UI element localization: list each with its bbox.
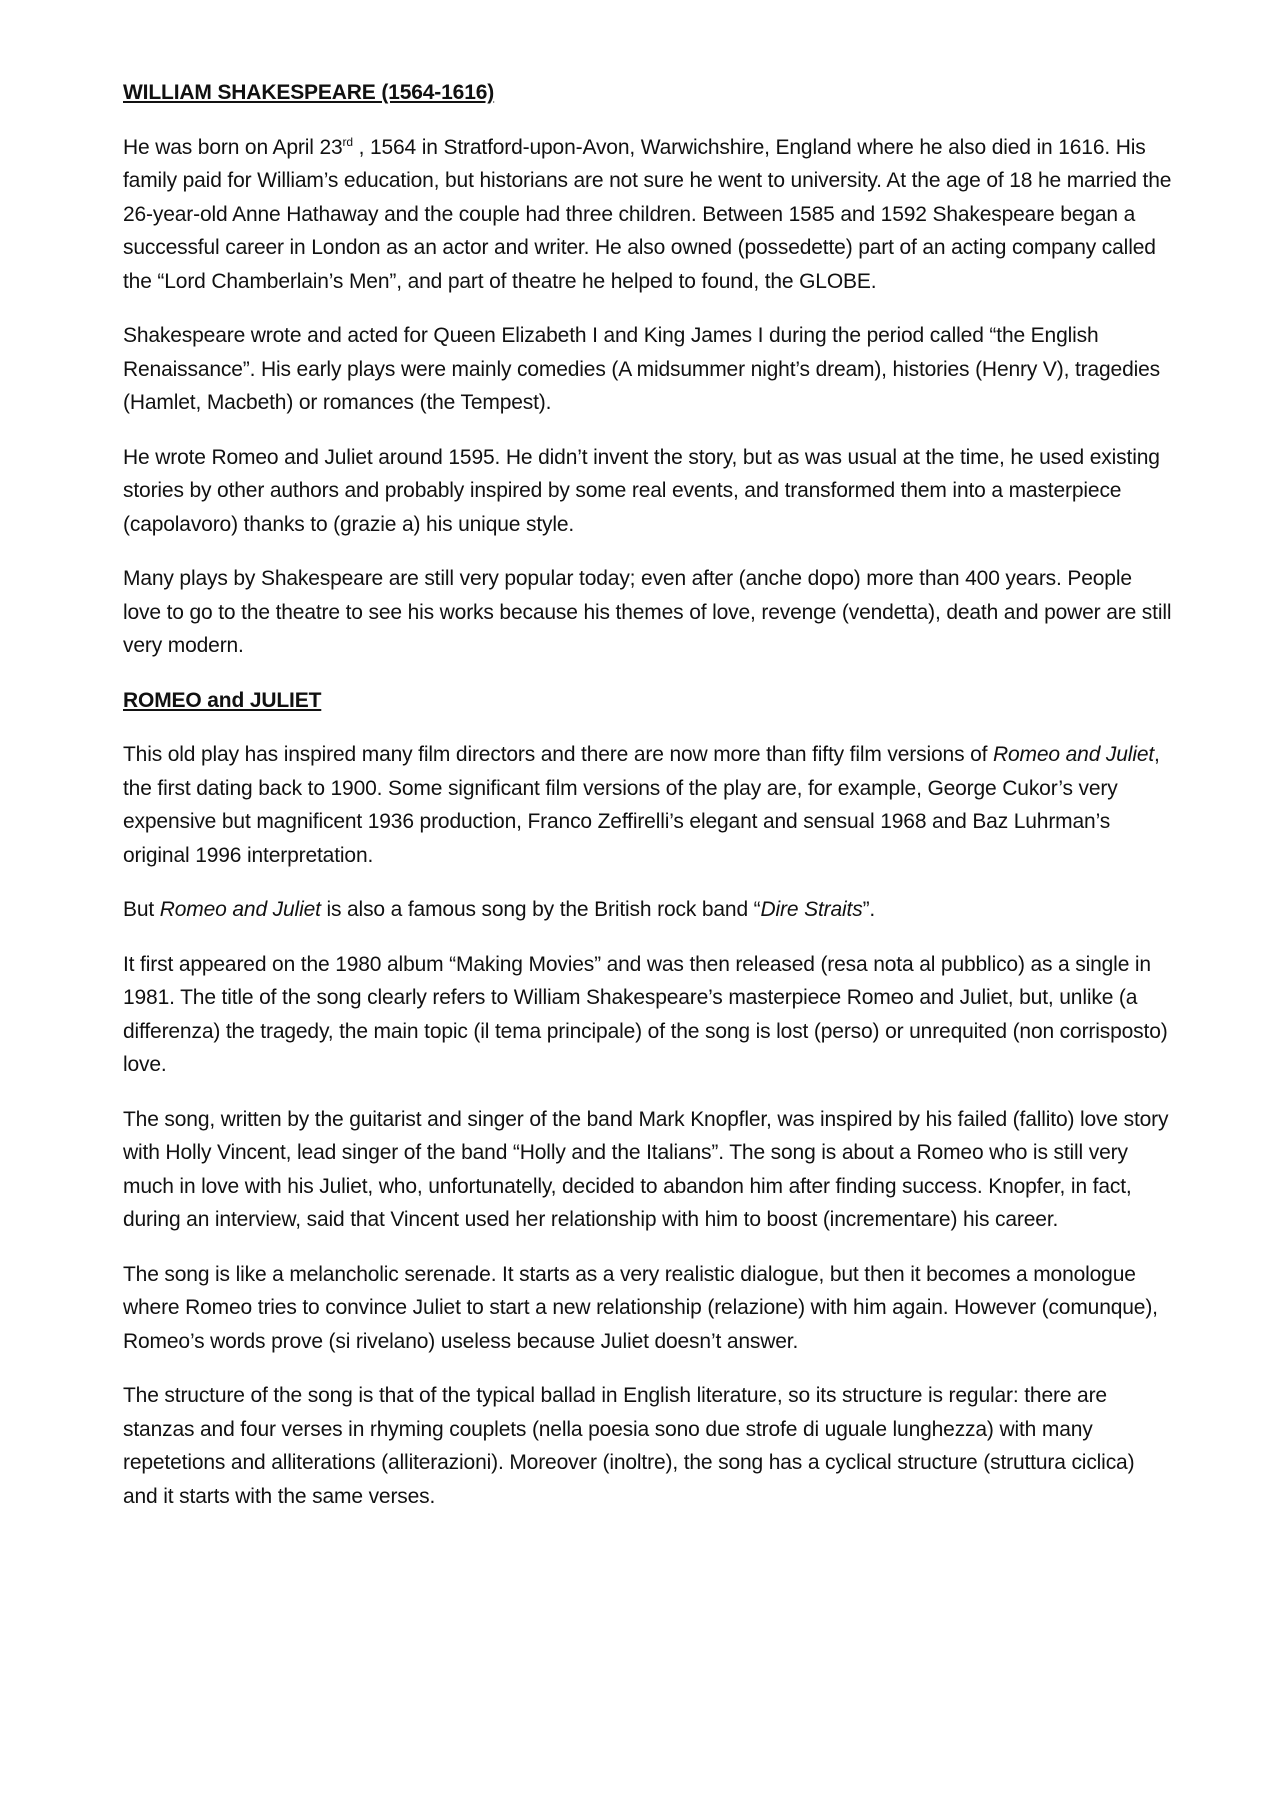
heading-shakespeare: WILLIAM SHAKESPEARE (1564-1616) [123,81,495,104]
paragraph-song-serenade: The song is like a melancholic serenade. It starts as a very realistic dialogue, but then it becomes a monologue where Romeo tries to convince Juliet to start a new relationship (relazione) with him again. However (comunque), Romeo’s words prove (si rivelano) useless because Juliet doesn’t answer. [123,1262,1158,1353]
paragraph-text: , 1564 in Stratford-upon-Avon, Warwichshire, England where he also died in 1616. His family paid for William’s education, but historians are not sure he went to university. At the age of 18 he married the 26-year-old Anne Hathaway and the couple had three children. Between 1585 and 1592 Shakespeare began a successful career in London as an actor and writer. He also owned (possedette) part of an acting company called the “Lord Chamberlain’s Men”, and part of theatre he helped to found, the GLOBE. [123,135,1172,293]
paragraph-text: He was born on April 23 [123,135,343,159]
paragraph-song-release: It first appeared on the 1980 album “Making Movies” and was then released (resa nota al pubblico) as a single in 1981. The title of the song clearly refers to William Shakespeare’s masterpiece Romeo and Juliet, but, unlike (a differenza) the tragedy, the main topic (il tema principale) of the song is lost (perso) or unrequited (non corrisposto) love. [123,952,1168,1076]
paragraph-text: is also a famous song by the British rock band “ [320,898,761,921]
paragraph-biography [123,131,1173,299]
paragraph-song-intro [123,893,1173,927]
paragraph-romeo-origin: He wrote Romeo and Juliet around 1595. He didn’t invent the story, but as was usual at the time, he used existing stories by other authors and probably inspired by some real events, and transformed them into a masterpiece (capolavoro) thanks to (grazie a) his unique style. [123,445,1160,536]
paragraph-text: , the first dating back to 1900. Some significant film versions of the play are, for example, George Cukor’s very expensive but magnificent 1936 production, Franco Zeffirelli’s elegant and sensual 1968 and Baz Luhrman’s original 1996 interpretation. [123,743,1160,867]
paragraph-renaissance: Shakespeare wrote and acted for Queen Elizabeth I and King James I during the period called “the English Renaissance”. His early plays were mainly comedies (A midsummer night’s dream), histories (Henry V), tragedies (Hamlet, Macbeth) or romances (the Tempest). [123,324,1160,414]
paragraph-text: ”. [862,898,876,921]
ordinal-superscript: rd [342,134,353,149]
paragraph-popularity: Many plays by Shakespeare are still very popular today; even after (anche dopo) more than 400 years. People love to go to the theatre to see his works because his themes of love, revenge (vendetta), death and power are still very modern. [123,567,1172,657]
document-page [123,76,1173,1534]
paragraph-film-versions [123,738,1173,872]
paragraph-song-inspiration: The song, written by the guitarist and singer of the band Mark Knopfler, was inspired by his failed (fallito) love story with Holly Vincent, lead singer of the band “Holly and the Italians”. The song is about a Romeo who is still very much in love with his Juliet, who, unfortunatelly, decided to abandon him after finding success. Knopfer, in fact, during an interview, said that Vincent used her relationship with him to boost (incrementare) his career. [123,1107,1169,1231]
heading-romeo-juliet: ROMEO and JULIET [123,688,322,712]
paragraph-song-structure: The structure of the song is that of the typical ballad in English literature, so its structure is regular: there are stanzas and four verses in rhyming couplets (nella poesia sono due strofe di uguale lunghezza) with many repetetions and alliterations (alliterazioni). Moreover (inoltre), the song has a cyclical structure (struttura ciclica) and it starts with the same verses. [123,1384,1135,1508]
italic-band-name: Dire Straits [760,898,863,921]
paragraph-text: This old play has inspired many film directors and there are now more than fifty film versions of [123,743,994,766]
italic-title: Romeo and Juliet [159,898,321,921]
paragraph-text: But [123,898,160,921]
italic-title: Romeo and Juliet [993,743,1155,766]
